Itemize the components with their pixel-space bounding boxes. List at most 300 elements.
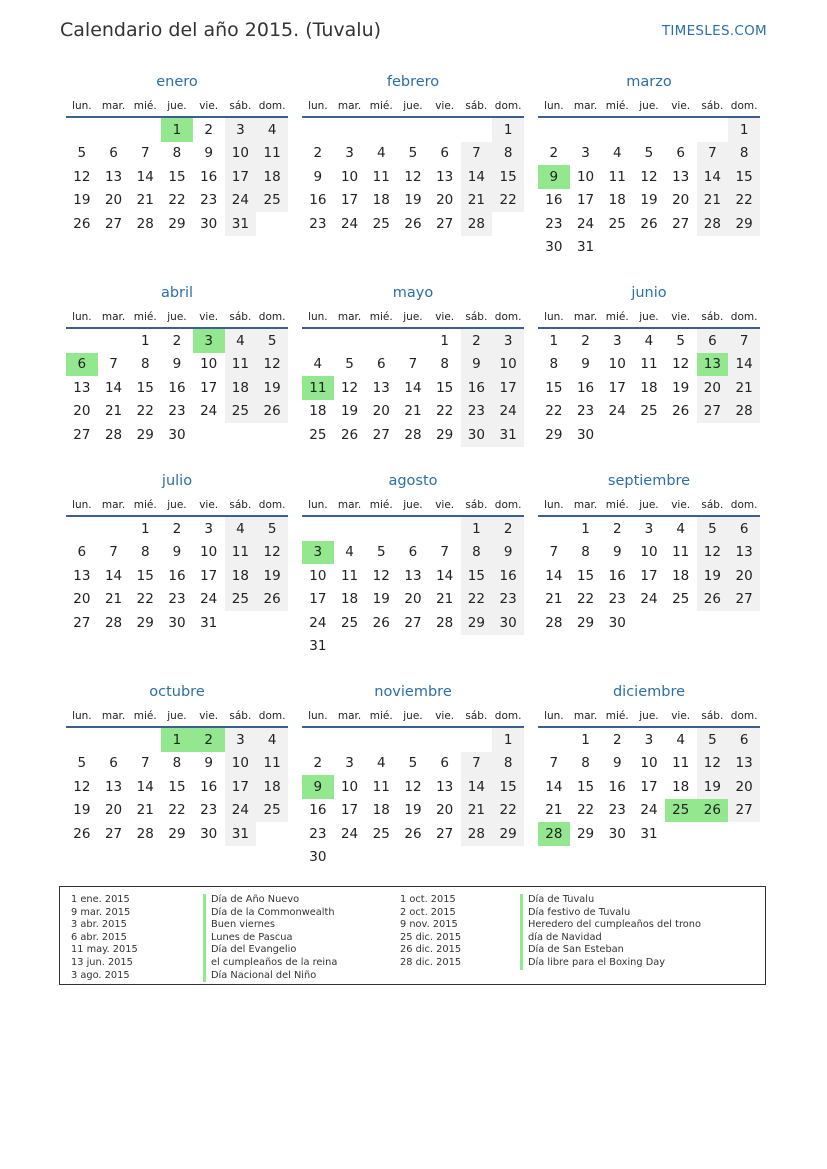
month-table [538,495,760,635]
weekday-header: jue. [397,307,429,328]
weekday-header: jue. [161,706,193,727]
day-cell: 28 [136,215,154,232]
day-cell: 19 [256,376,288,400]
month-name: abril [160,285,194,301]
day-cell: 9 [538,165,570,189]
day-cell: 24 [640,591,658,608]
day-cell: 21 [104,591,123,608]
day-cell: 1 [728,117,760,142]
day-cell: 22 [492,799,524,823]
day-cell: 24 [340,825,359,842]
weekday-header: vie. [429,706,461,727]
day-cell: 1 [140,332,150,349]
day-cell: 11 [672,544,690,561]
day-cell: 16 [200,778,218,795]
holiday-date: 13 jun. 2015 [71,956,133,968]
day-cell: 24 [608,403,626,420]
day-cell: 14 [104,567,123,584]
weekday-header: mié. [365,96,397,117]
day-cell: 2 [612,731,622,748]
weekday-header: lun. [538,96,570,117]
empty-cell [256,423,288,447]
day-cell: 9 [172,356,182,373]
day-cell: 20 [728,775,760,799]
day-cell: 4 [376,755,386,772]
day-cell: 12 [697,541,729,565]
day-cell: 15 [492,165,524,189]
day-cell: 5 [77,755,87,772]
day-cell: 31 [225,212,257,236]
day-cell: 31 [200,614,218,631]
weekday-header: vie. [665,495,697,516]
day-cell: 10 [640,544,658,561]
day-cell: 13 [697,353,729,377]
day-cell: 23 [168,403,186,420]
weekday-header: vie. [429,495,461,516]
empty-cell [334,516,366,541]
day-cell: 30 [309,849,327,866]
day-cell: 4 [256,117,288,142]
empty-cell [665,423,697,447]
day-cell: 25 [256,189,288,213]
day-cell: 17 [200,379,218,396]
day-cell: 19 [73,192,91,209]
day-cell: 13 [104,778,123,795]
day-cell: 29 [576,614,595,631]
day-cell: 3 [581,145,590,162]
day-cell: 9 [612,755,622,772]
day-cell: 24 [225,189,257,213]
month-table [538,706,760,846]
holiday-date: 28 dic. 2015 [400,956,462,968]
empty-cell [665,822,697,846]
day-cell: 27 [73,614,91,631]
day-cell: 3 [345,145,354,162]
day-cell: 9 [492,541,524,565]
day-cell: 3 [204,520,213,537]
legend-names-left [203,894,337,982]
weekday-header: lun. [302,706,334,727]
holiday-date: 3 ago. 2015 [71,969,130,981]
day-cell: 25 [608,215,626,232]
day-cell: 17 [576,192,595,209]
day-cell: 15 [576,567,595,584]
day-cell: 8 [440,356,449,373]
day-cell: 5 [644,145,654,162]
holiday-name: Día del Evangelio [203,944,337,957]
empty-cell [461,846,493,870]
day-cell: 29 [136,614,154,631]
month-name: enero [156,74,198,90]
day-cell: 12 [256,353,288,377]
empty-cell [633,236,665,260]
day-cell: 8 [140,356,150,373]
day-cell: 28 [461,212,493,236]
day-cell: 11 [372,168,390,185]
weekday-header: mié. [129,96,161,117]
empty-cell [365,328,397,353]
weekday-header: mar. [570,307,602,328]
day-cell: 9 [204,145,213,162]
weekday-header: mié. [601,307,633,328]
day-cell: 21 [728,376,760,400]
day-cell: 12 [340,379,359,396]
day-cell: 3 [225,117,257,142]
month-febrero [302,72,524,283]
weekday-header: lun. [302,495,334,516]
day-cell: 8 [549,356,559,373]
empty-cell [365,117,397,142]
day-cell: 10 [225,752,257,776]
day-cell: 2 [172,520,182,537]
weekday-header: jue. [397,96,429,117]
day-cell: 10 [340,778,359,795]
day-cell: 30 [168,426,186,443]
holiday-name: Día de la Commonwealth [203,907,337,920]
day-cell: 1 [140,520,150,537]
day-cell: 16 [461,376,493,400]
day-cell: 31 [640,825,658,842]
day-cell: 5 [345,356,354,373]
day-cell: 17 [608,379,626,396]
empty-cell [129,117,161,142]
day-cell: 17 [640,778,658,795]
day-cell: 23 [309,825,327,842]
weekday-header: mié. [129,495,161,516]
day-cell: 26 [697,588,729,612]
day-cell: 26 [340,426,359,443]
day-cell: 22 [576,591,595,608]
day-cell: 6 [408,544,418,561]
empty-cell [728,423,760,447]
empty-cell [98,328,130,353]
day-cell: 25 [225,588,257,612]
weekday-header: jue. [633,495,665,516]
empty-cell [492,846,524,870]
empty-cell [66,328,98,353]
empty-cell [429,727,461,752]
weekday-header: mar. [570,495,602,516]
day-cell: 3 [193,328,225,353]
day-cell: 18 [372,802,390,819]
day-cell: 22 [492,189,524,213]
empty-cell [492,212,524,236]
weekday-header: lun. [66,495,98,516]
weekday-header: sáb. [461,96,493,117]
empty-cell [302,727,334,752]
day-cell: 13 [372,379,390,396]
day-cell: 27 [436,215,454,232]
weekday-header: mié. [365,495,397,516]
empty-cell [397,727,429,752]
day-cell: 29 [168,215,186,232]
empty-cell [461,727,493,752]
day-cell: 24 [225,799,257,823]
day-cell: 17 [340,802,359,819]
day-cell: 26 [672,403,690,420]
day-cell: 30 [200,825,218,842]
empty-cell [601,236,633,260]
brand-link[interactable]: TIMESLES.COM [661,23,767,39]
day-cell: 30 [576,426,595,443]
day-cell: 11 [640,356,658,373]
day-cell: 15 [168,778,186,795]
empty-cell [429,846,461,870]
day-cell: 18 [256,165,288,189]
month-table [302,96,524,236]
day-cell: 29 [168,825,186,842]
empty-cell [665,611,697,635]
day-cell: 24 [200,591,218,608]
day-cell: 20 [372,403,390,420]
empty-cell [601,117,633,142]
weekday-header: mar. [98,96,130,117]
day-cell: 24 [200,403,218,420]
day-cell: 10 [608,356,626,373]
weekday-header: lun. [66,96,98,117]
day-cell: 15 [492,775,524,799]
day-cell: 22 [168,802,186,819]
day-cell: 14 [461,165,493,189]
day-cell: 28 [461,822,493,846]
day-cell: 2 [204,121,213,138]
weekday-header: mié. [129,307,161,328]
day-cell: 18 [372,192,390,209]
day-cell: 5 [77,145,87,162]
day-cell: 21 [104,403,123,420]
empty-cell [66,727,98,752]
day-cell: 25 [640,403,658,420]
empty-cell [256,212,288,236]
holiday-legend [59,886,766,985]
day-cell: 17 [309,591,327,608]
holiday-name: Día libre para el Boxing Day [520,957,701,970]
day-cell: 8 [172,145,182,162]
empty-cell [334,117,366,142]
weekday-header: sáb. [461,307,493,328]
empty-cell [633,117,665,142]
weekday-header: jue. [633,96,665,117]
day-cell: 19 [73,802,91,819]
day-cell: 1 [461,516,493,541]
weekday-header: sáb. [225,706,257,727]
day-cell: 3 [644,731,654,748]
weekday-header: lun. [302,307,334,328]
weekday-header: dom. [256,307,288,328]
day-cell: 14 [697,165,729,189]
weekday-header: mié. [129,706,161,727]
holiday-date: 1 ene. 2015 [71,894,130,905]
day-cell: 7 [728,328,760,353]
day-cell: 25 [340,614,359,631]
month-table [66,706,288,846]
day-cell: 10 [200,356,218,373]
legend-dates-left [71,894,138,982]
weekday-header: jue. [397,495,429,516]
weekday-header: lun. [538,307,570,328]
day-cell: 8 [492,142,524,166]
day-cell: 12 [73,168,91,185]
day-cell: 6 [440,145,449,162]
day-cell: 29 [461,611,493,635]
empty-cell [256,822,288,846]
day-cell: 30 [461,423,493,447]
month-name: marzo [626,74,672,90]
day-cell: 14 [136,778,154,795]
empty-cell [397,328,429,353]
day-cell: 18 [225,564,257,588]
day-cell: 19 [372,591,390,608]
day-cell: 22 [545,403,563,420]
month-marzo [538,72,760,283]
holiday-name: Día de San Esteban [520,944,701,957]
day-cell: 7 [461,142,493,166]
day-cell: 26 [73,215,91,232]
day-cell: 5 [376,544,386,561]
month-name: septiembre [607,473,691,489]
day-cell: 7 [109,544,118,561]
day-cell: 4 [376,145,386,162]
holiday-date: 6 abr. 2015 [71,931,127,943]
day-cell: 4 [676,731,685,748]
day-cell: 28 [728,400,760,424]
day-cell: 30 [492,611,524,635]
day-cell: 10 [309,567,327,584]
calendar-grid [66,72,760,893]
day-cell: 12 [404,168,422,185]
weekday-header: dom. [492,706,524,727]
day-cell: 16 [576,379,595,396]
day-cell: 3 [225,727,257,752]
empty-cell [728,822,760,846]
day-cell: 19 [404,802,422,819]
day-cell: 6 [109,145,118,162]
day-cell: 9 [313,168,323,185]
day-cell: 12 [372,567,390,584]
empty-cell [697,117,729,142]
day-cell: 27 [728,588,760,612]
empty-cell [697,822,729,846]
day-cell: 26 [372,614,390,631]
day-cell: 19 [697,775,729,799]
day-cell: 21 [136,192,154,209]
day-cell: 13 [436,168,454,185]
weekday-header: vie. [665,706,697,727]
day-cell: 20 [672,192,690,209]
day-cell: 3 [612,332,622,349]
day-cell: 9 [204,755,213,772]
weekday-header: dom. [256,96,288,117]
day-cell: 18 [309,403,327,420]
day-cell: 17 [200,567,218,584]
weekday-header: vie. [665,307,697,328]
day-cell: 25 [256,799,288,823]
day-cell: 25 [309,426,327,443]
day-cell: 5 [697,727,729,752]
empty-cell [193,423,225,447]
day-cell: 13 [73,379,91,396]
day-cell: 15 [136,379,154,396]
day-cell: 16 [200,168,218,185]
weekday-header: lun. [538,495,570,516]
day-cell: 15 [436,379,454,396]
empty-cell [538,516,570,541]
holiday-name: Día Nacional del Niño [203,970,337,983]
day-cell: 6 [697,328,729,353]
day-cell: 2 [581,332,590,349]
day-cell: 29 [545,426,563,443]
day-cell: 31 [492,423,524,447]
weekday-header: vie. [193,96,225,117]
day-cell: 30 [608,614,626,631]
day-cell: 28 [697,212,729,236]
day-cell: 4 [644,332,654,349]
weekday-header: jue. [161,307,193,328]
month-name: noviembre [374,684,452,700]
day-cell: 5 [408,145,418,162]
day-cell: 26 [73,825,91,842]
month-junio [538,283,760,471]
day-cell: 4 [676,520,685,537]
day-cell: 6 [728,727,760,752]
weekday-header: sáb. [225,96,257,117]
weekday-header: dom. [492,495,524,516]
weekday-header: jue. [161,96,193,117]
holiday-name: Lunes de Pascua [203,932,337,945]
holiday-date: 11 may. 2015 [71,944,138,956]
weekday-header: mié. [365,706,397,727]
holiday-date: 9 mar. 2015 [71,906,131,918]
day-cell: 28 [538,822,570,846]
day-cell: 14 [136,168,154,185]
weekday-header: dom. [492,307,524,328]
day-cell: 27 [697,400,729,424]
day-cell: 30 [168,614,186,631]
day-cell: 14 [461,775,493,799]
day-cell: 1 [581,520,590,537]
day-cell: 20 [404,591,422,608]
day-cell: 2 [612,520,622,537]
empty-cell [429,635,461,659]
day-cell: 27 [436,825,454,842]
legend-names-right [520,894,701,970]
day-cell: 21 [545,802,563,819]
weekday-header: mié. [601,96,633,117]
day-cell: 21 [461,189,493,213]
day-cell: 1 [161,727,193,752]
weekday-header: mar. [98,495,130,516]
weekday-header: dom. [256,495,288,516]
day-cell: 8 [140,544,150,561]
day-cell: 21 [461,799,493,823]
weekday-header: jue. [161,495,193,516]
month-table [66,307,288,447]
day-cell: 10 [200,544,218,561]
empty-cell [66,516,98,541]
empty-cell [397,846,429,870]
day-cell: 11 [256,142,288,166]
weekday-header: mié. [365,307,397,328]
empty-cell [256,611,288,635]
day-cell: 6 [66,353,98,377]
day-cell: 10 [340,168,359,185]
day-cell: 12 [672,356,690,373]
day-cell: 22 [168,192,186,209]
weekday-header: lun. [66,706,98,727]
empty-cell [633,423,665,447]
weekday-header: sáb. [697,307,729,328]
empty-cell [461,117,493,142]
